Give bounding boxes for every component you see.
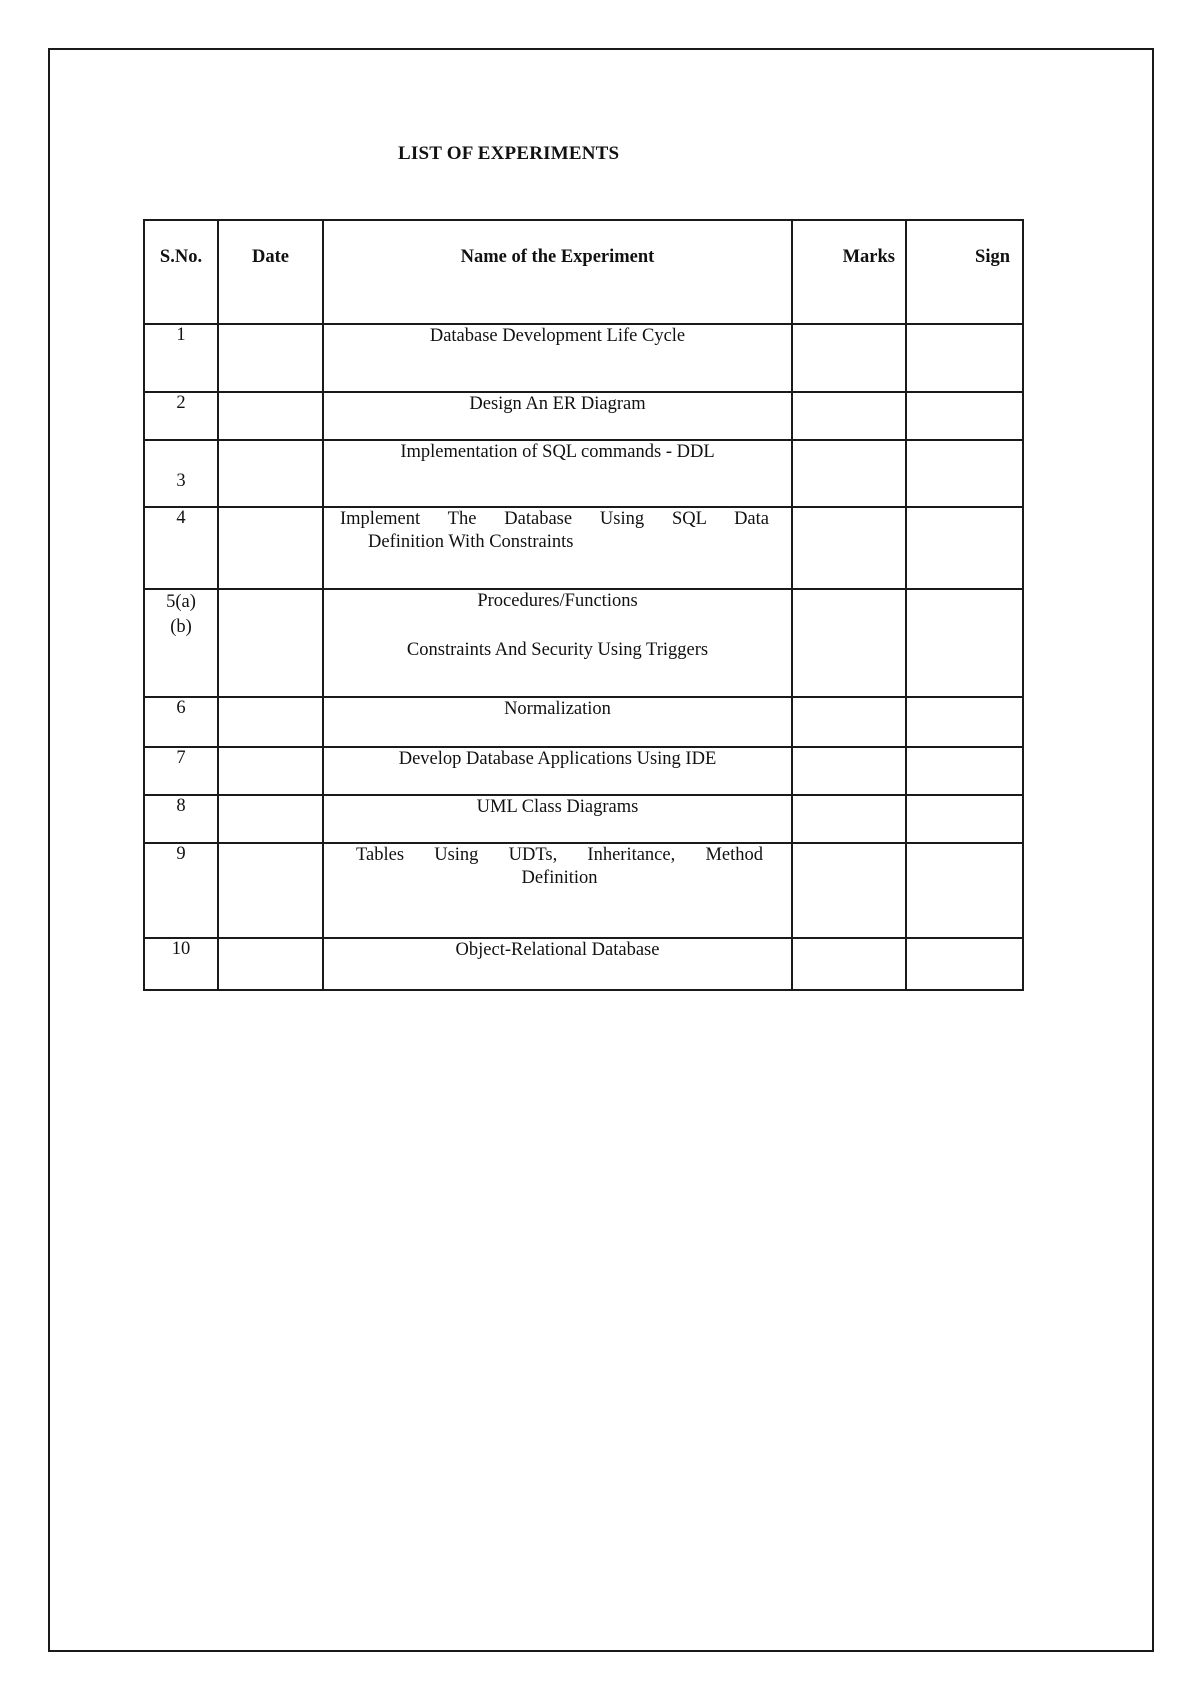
- cell-sno: 9: [144, 843, 218, 938]
- cell-sno: 3: [144, 440, 218, 507]
- table-row: [144, 843, 1023, 938]
- experiment-name-line: Definition With Constraints: [368, 532, 574, 552]
- cell-marks: [792, 795, 906, 843]
- table-header-row: [144, 220, 1023, 324]
- cell-date: [218, 697, 323, 747]
- page-title: LIST OF EXPERIMENTS: [398, 143, 620, 164]
- table-row: [144, 440, 1023, 507]
- table-row: [144, 938, 1023, 990]
- table-row: [144, 697, 1023, 747]
- cell-sign: [906, 843, 1023, 938]
- table-row: [144, 795, 1023, 843]
- cell-marks: [792, 697, 906, 747]
- cell-marks: [792, 843, 906, 938]
- experiment-name-line: Implement The Database Using SQL Data: [340, 509, 769, 529]
- cell-sno: 7: [144, 747, 218, 795]
- cell-experiment-name: Database Development Life Cycle: [323, 324, 792, 392]
- cell-sign: [906, 324, 1023, 392]
- header-name: Name of the Experiment: [323, 220, 792, 324]
- cell-sign: [906, 938, 1023, 990]
- experiment-name-line: Procedures/Functions: [477, 591, 638, 611]
- cell-date: [218, 747, 323, 795]
- cell-sign: [906, 507, 1023, 589]
- cell-date: [218, 843, 323, 938]
- cell-sno: [144, 589, 218, 697]
- cell-experiment-name: Normalization: [323, 697, 792, 747]
- cell-date: [218, 795, 323, 843]
- table-row: [144, 392, 1023, 440]
- experiment-name-line: Definition: [521, 868, 598, 888]
- cell-marks: [792, 507, 906, 589]
- cell-sign: [906, 697, 1023, 747]
- cell-experiment-name: Object-Relational Database: [323, 938, 792, 990]
- cell-date: [218, 507, 323, 589]
- cell-experiment-name: [323, 589, 792, 697]
- cell-sno: 8: [144, 795, 218, 843]
- cell-date: [218, 589, 323, 697]
- cell-marks: [792, 440, 906, 507]
- cell-sign: [906, 795, 1023, 843]
- table-row: [144, 747, 1023, 795]
- cell-experiment-name: Develop Database Applications Using IDE: [323, 747, 792, 795]
- cell-experiment-name: Design An ER Diagram: [323, 392, 792, 440]
- cell-date: [218, 938, 323, 990]
- cell-experiment-name: Implementation of SQL commands - DDL: [323, 440, 792, 507]
- cell-experiment-name: UML Class Diagrams: [323, 795, 792, 843]
- cell-sno: 10: [144, 938, 218, 990]
- experiments-table: [143, 219, 1024, 991]
- sno-part: 5(a): [166, 592, 196, 612]
- cell-date: [218, 392, 323, 440]
- cell-marks: [792, 938, 906, 990]
- table-row: [144, 324, 1023, 392]
- cell-marks: [792, 324, 906, 392]
- cell-marks: [792, 747, 906, 795]
- cell-sno: 2: [144, 392, 218, 440]
- table-row: [144, 589, 1023, 697]
- cell-sign: [906, 589, 1023, 697]
- header-sign: Sign: [906, 220, 1023, 324]
- cell-marks: [792, 589, 906, 697]
- header-marks: Marks: [792, 220, 906, 324]
- header-date: Date: [218, 220, 323, 324]
- cell-sno: 1: [144, 324, 218, 392]
- experiment-name-line: Tables Using UDTs, Inheritance, Method: [356, 845, 763, 865]
- cell-experiment-name: [323, 843, 792, 938]
- sno-part: (b): [170, 617, 192, 637]
- header-sno: S.No.: [144, 220, 218, 324]
- cell-sign: [906, 392, 1023, 440]
- cell-experiment-name: [323, 507, 792, 589]
- cell-date: [218, 440, 323, 507]
- cell-sno: 4: [144, 507, 218, 589]
- experiment-name-line: Constraints And Security Using Triggers: [406, 640, 709, 660]
- cell-date: [218, 324, 323, 392]
- cell-marks: [792, 392, 906, 440]
- cell-sign: [906, 440, 1023, 507]
- table-row: [144, 507, 1023, 589]
- cell-sno: 6: [144, 697, 218, 747]
- cell-sign: [906, 747, 1023, 795]
